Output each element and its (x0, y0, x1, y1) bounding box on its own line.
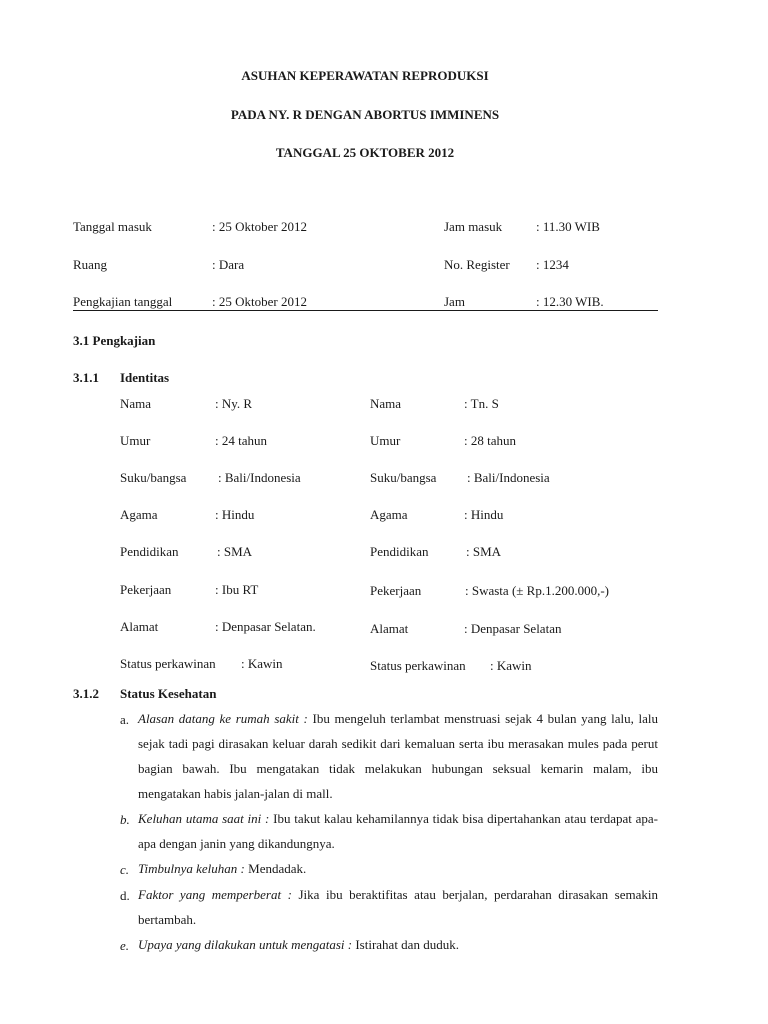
ruang-label: Ruang (73, 257, 107, 272)
document-title: ASUHAN KEPERAWATAN REPRODUKSI (241, 68, 489, 83)
wife-status-value: : Kawin (241, 656, 283, 671)
document-date: TANGGAL 25 OKTOBER 2012 (275, 145, 455, 160)
wife-alamat-value: : Denpasar Selatan. (215, 619, 316, 634)
wife-umur-label: Umur (120, 433, 151, 448)
item-b-text: Ibu takut kalau kehamilannya tidak bisa dipertahankan atau terdapat apa-apa dengan janin yang dikandungnya. (138, 811, 658, 851)
item-c-label: Timbulnya keluhan : (138, 861, 245, 876)
item-a-marker: a. (120, 712, 130, 727)
section-heading-status-kesehatan: Status Kesehatan (120, 686, 217, 701)
wife-pendidikan-value: : SMA (217, 544, 253, 559)
wife-pendidikan-label: Pendidikan (120, 544, 179, 559)
wife-pekerjaan-label: Pekerjaan (120, 582, 172, 597)
tanggal-masuk-value: : 25 Oktober 2012 (212, 219, 307, 234)
ruang-value: : Dara (212, 257, 245, 272)
wife-agama-label: Agama (120, 507, 158, 522)
register-label: No. Register (444, 257, 510, 272)
item-a-text: Ibu mengeluh terlambat menstruasi sejak 4 bulan yang lalu, lalu sejak tadi pagi dirasakan keluar darah sedikit dari kemaluan serta ibu merasakan mules pada perut bagian bawah. Ibu mengatakan tidak melakukan hubungan seksual kemarin malam, ibu mengatakan habis jalan-jalan di mall. (138, 711, 658, 801)
item-c-marker: c. (120, 862, 130, 877)
item-c-paragraph (138, 856, 658, 881)
item-e-text: Istirahat dan duduk. (352, 937, 459, 952)
item-a-label: Alasan datang ke rumah sakit : (138, 711, 308, 726)
divider-line (73, 310, 658, 311)
jam-masuk-label: Jam masuk (444, 219, 503, 234)
item-b-paragraph (138, 806, 658, 856)
wife-suku-value: : Bali/Indonesia (218, 470, 301, 485)
husband-pekerjaan-value: : Swasta (± Rp.1.200.000,-) (465, 583, 609, 598)
wife-nama-label: Nama (120, 396, 152, 411)
tanggal-masuk-label: Tanggal masuk (73, 219, 152, 234)
item-e-paragraph (138, 932, 658, 957)
item-d-label: Faktor yang memperberat : (138, 887, 292, 902)
husband-status-label: Status perkawinan (370, 658, 466, 673)
husband-suku-value: : Bali/Indonesia (467, 470, 550, 485)
husband-agama-value: : Hindu (464, 507, 504, 522)
husband-pekerjaan-label: Pekerjaan (370, 583, 422, 598)
wife-status-label: Status perkawinan (120, 656, 216, 671)
husband-umur-value: : 28 tahun (464, 433, 516, 448)
pengkajian-value: : 25 Oktober 2012 (212, 294, 307, 309)
item-c-text: Mendadak. (244, 861, 307, 876)
item-b-marker: b. (120, 812, 130, 827)
husband-nama-label: Nama (370, 396, 402, 411)
document-subtitle: PADA NY. R DENGAN ABORTUS IMMINENS (230, 107, 500, 122)
husband-alamat-label: Alamat (370, 621, 409, 636)
husband-suku-label: Suku/bangsa (370, 470, 437, 485)
item-a-paragraph (138, 706, 658, 806)
wife-umur-value: : 24 tahun (215, 433, 267, 448)
jam-value: : 12.30 WIB. (536, 294, 604, 309)
section-number-identitas: 3.1.1 (73, 370, 99, 385)
item-d-paragraph (138, 882, 658, 932)
jam-label: Jam (444, 294, 465, 309)
section-heading-identitas: Identitas (120, 370, 170, 385)
wife-suku-label: Suku/bangsa (120, 470, 187, 485)
wife-pekerjaan-value: : Ibu RT (215, 582, 259, 597)
item-e-label: Upaya yang dilakukan untuk mengatasi : (138, 937, 353, 952)
item-d-marker: d. (120, 888, 130, 903)
husband-pendidikan-value: : SMA (466, 544, 502, 559)
husband-alamat-value: : Denpasar Selatan (464, 621, 562, 636)
husband-status-value: : Kawin (490, 658, 532, 673)
husband-pendidikan-label: Pendidikan (370, 544, 429, 559)
jam-masuk-value: : 11.30 WIB (536, 219, 600, 234)
husband-nama-value: : Tn. S (464, 396, 499, 411)
wife-agama-value: : Hindu (215, 507, 255, 522)
section-number-status-kesehatan: 3.1.2 (73, 686, 99, 701)
wife-alamat-label: Alamat (120, 619, 159, 634)
register-value: : 1234 (536, 257, 569, 272)
wife-nama-value: : Ny. R (215, 396, 253, 411)
item-d-text: Jika ibu beraktifitas atau berjalan, perdarahan dirasakan semakin bertambah. (138, 887, 658, 927)
item-e-marker: e. (120, 938, 130, 953)
section-heading-pengkajian: 3.1 Pengkajian (73, 333, 156, 348)
husband-agama-label: Agama (370, 507, 408, 522)
pengkajian-label: Pengkajian tanggal (73, 294, 173, 309)
item-b-label: Keluhan utama saat ini : (138, 811, 270, 826)
husband-umur-label: Umur (370, 433, 401, 448)
